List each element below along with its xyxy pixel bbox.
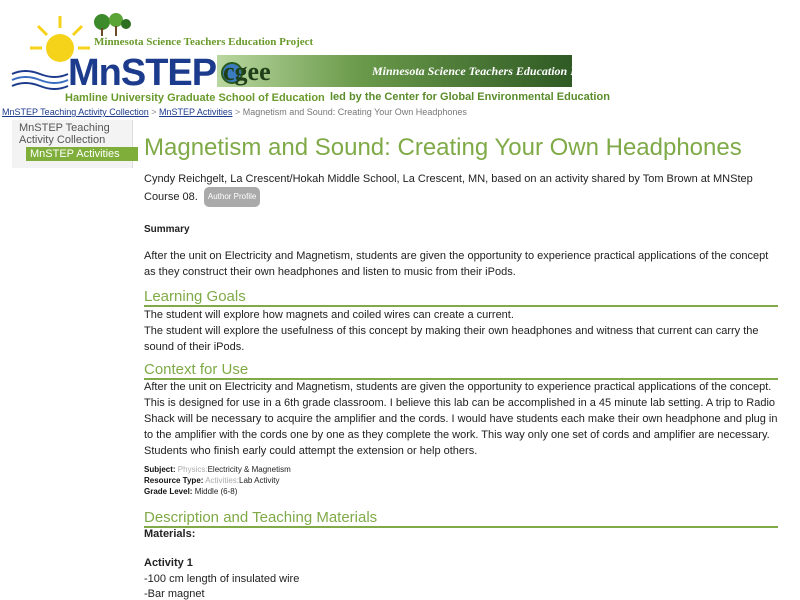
- sidebar: [12, 120, 133, 168]
- description-heading: Description and Teaching Materials: [144, 510, 778, 528]
- resource-type-label: Resource Type:: [144, 476, 204, 485]
- resource-value[interactable]: Lab Activity: [239, 476, 280, 485]
- metadata: [144, 464, 291, 497]
- grade-level-label: Grade Level:: [144, 487, 193, 496]
- material-item: -100 cm length of insulated wire: [144, 573, 300, 585]
- summary-heading: Summary: [144, 224, 190, 235]
- author-info: [144, 171, 778, 207]
- context-text: After the unit on Electricity and Magnetism, students are given the opportunity to experience practical applications of the concept. This is designed for use in a 6th grade classroom. I believe this lab can be accomplished in a 45 minute lab setting. A trip to Radio Shack will be necessary to acquire the amplifier and the cords. I would have students each make their own headphone and plug in to the amplifier with the cords one by one as they complete the work. This way only one set of cords and amplifier are necessary. Students who finish early could attempt the extension or help others.: [144, 381, 778, 457]
- learning-goals-heading: Learning Goals: [144, 289, 778, 307]
- learning-goals-text: [144, 307, 778, 355]
- breadcrumb-link-collection[interactable]: MnSTEP Teaching Activity Collection: [2, 107, 149, 117]
- context-heading: Context for Use: [144, 362, 778, 380]
- resource-category[interactable]: Activities:: [205, 476, 240, 485]
- waves-icon: [10, 68, 70, 90]
- learning-goal-item: The student will explore how magnets and coiled wires can create a current.: [144, 309, 514, 321]
- author-text: Cyndy Reichgelt, La Crescent/Hokah Middle School, La Crescent, MN, based on an activity shared by Tom Brown at MNStep Course 08.: [144, 173, 753, 203]
- grade-level-row: [144, 486, 291, 497]
- sidebar-item-activities[interactable]: MnSTEP Activities: [26, 147, 138, 161]
- subject-category[interactable]: Physics:: [177, 465, 208, 474]
- trees-icon: [92, 12, 132, 36]
- author-profile-button[interactable]: Author Profile: [204, 187, 260, 207]
- breadcrumb-current: Magnetism and Sound: Creating Your Own Headphones: [242, 107, 467, 117]
- page-title: Magnetism and Sound: Creating Your Own Headphones: [144, 134, 742, 161]
- header-banner: [10, 8, 610, 106]
- cgee-title: Minnesota Science Teachers Education Project: [372, 64, 606, 78]
- activity-label: Activity 1: [144, 557, 193, 569]
- cgee-logo-text: cgee: [223, 57, 271, 86]
- subject-label: Subject:: [144, 465, 176, 474]
- summary-text: After the unit on Electricity and Magnetism, students are given the opportunity to experience practical applications of the concept as they construct their own headphones and listen to music from their iPods.: [144, 250, 769, 278]
- logo-text: MnSTEP: [68, 52, 217, 94]
- learning-goal-item: The student will explore the usefulness of this concept by making their own headphones and witness that current can carry the sound of their iPods.: [144, 325, 759, 353]
- breadcrumb-link-activities[interactable]: MnSTEP Activities: [159, 107, 233, 117]
- material-item: -Bar magnet: [144, 588, 205, 600]
- logo-subtitle: Hamline University Graduate School of Education: [65, 92, 325, 104]
- subject-row: [144, 464, 291, 475]
- resource-type-row: [144, 475, 291, 486]
- breadcrumb-separator: >: [234, 107, 241, 117]
- subject-value[interactable]: Electricity & Magnetism: [207, 465, 291, 474]
- breadcrumb: [2, 107, 467, 117]
- cgee-led-by: led by the Center for Global Environmental Education: [330, 91, 610, 103]
- cgee-banner[interactable]: [217, 55, 606, 87]
- breadcrumb-separator: >: [151, 107, 157, 117]
- materials-label: Materials:: [144, 528, 196, 540]
- sidebar-item-collection[interactable]: MnSTEP Teaching Activity Collection: [19, 122, 110, 146]
- grade-level-value[interactable]: Middle (6-8): [194, 487, 238, 496]
- logo-top-text: Minnesota Science Teachers Education Project: [94, 36, 314, 48]
